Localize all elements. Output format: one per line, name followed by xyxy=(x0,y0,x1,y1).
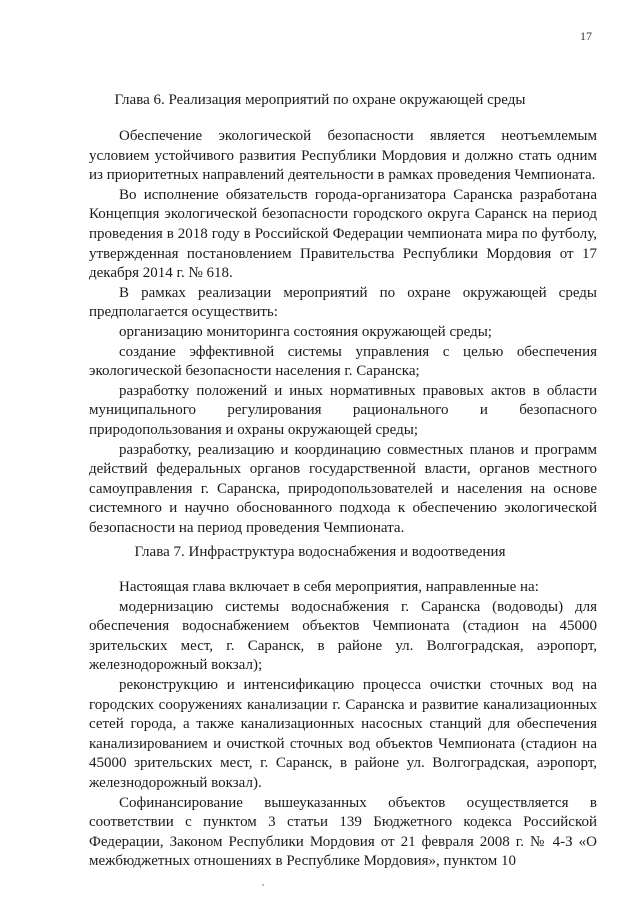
list-item: реконструкцию и интенсификацию процесса очистки сточных вод на городских сооружениях канализации г. Саранска и развитие канализационных сетей города, а также канализационных насосных станций для обеспечения канализированием и очисткой сточных вод объектов Чемпионата (стадион на 45000 зрительских мест, г. Саранск, в районе ул. Волгоградская, аэропорт, железнодорожный вокзал). xyxy=(89,676,597,791)
page-number: 17 xyxy=(580,29,592,43)
paragraph: Настоящая глава включает в себя мероприятия, направленные на: xyxy=(119,579,539,595)
paragraph: Обеспечение экологической безопасности является неотъемлемым условием устойчивого развития Республики Мордовия и должно стать одним из приоритетных направлений деятельности в рамках проведения Чемпионата. xyxy=(89,128,597,184)
paragraph: Софинансирование вышеуказанных объектов осуществляется в соответствии с пунктом 3 статьи 139 Бюджетного кодекса Российской Федерации, Законом Республики Мордовия от 21 февраля 2008 г. № 4-З «О межбюджетных отношениях в Республике Мордовия», пунктом 10 xyxy=(89,794,597,870)
scan-speck xyxy=(262,884,264,886)
list-item: разработку, реализацию и координацию совместных планов и программ действий федеральных органов государственной власти, органов местного самоуправления г. Саранска, природопользователей и населения на основе системного и научно обоснованного подхода к обеспечению экологической безопасности на период проведения Чемпионата. xyxy=(89,441,597,536)
list-item: разработку положений и иных нормативных правовых актов в области муниципального регулирования рационального и безопасного природопользования и охраны окружающей среды; xyxy=(89,382,597,438)
list-item: организацию мониторинга состояния окружающей среды; xyxy=(119,323,492,340)
chapter-7-title: Глава 7. Инфраструктура водоснабжения и водоотведения xyxy=(134,544,506,560)
chapter-7-body xyxy=(89,578,597,872)
list-item: создание эффективной системы управления с целью обеспечения экологической безопасности населения г. Саранска; xyxy=(89,343,597,380)
chapter-6-title: Глава 6. Реализация мероприятий по охране окружающей среды xyxy=(114,92,526,108)
paragraph: Во исполнение обязательств города-организатора Саранска разработана Концепция экологической безопасности городского округа Саранск на период проведения в 2018 году в Российской Федерации чемпионата мира по футболу, утвержденная постановлением Правительства Республики Мордовия от 17 декабря 2014 г. № 618. xyxy=(89,186,597,282)
paragraph: В рамках реализации мероприятий по охране окружающей среды предполагается осуществить: xyxy=(89,284,597,321)
chapter-6-body xyxy=(89,127,597,538)
list-item: модернизацию системы водоснабжения г. Саранска (водоводы) для обеспечения водоснабжением объектов Чемпионата (стадион на 45000 зрительских мест, г. Саранск, в районе ул. Волгоградская, аэропорт, железнодорожный вокзал); xyxy=(89,598,597,674)
